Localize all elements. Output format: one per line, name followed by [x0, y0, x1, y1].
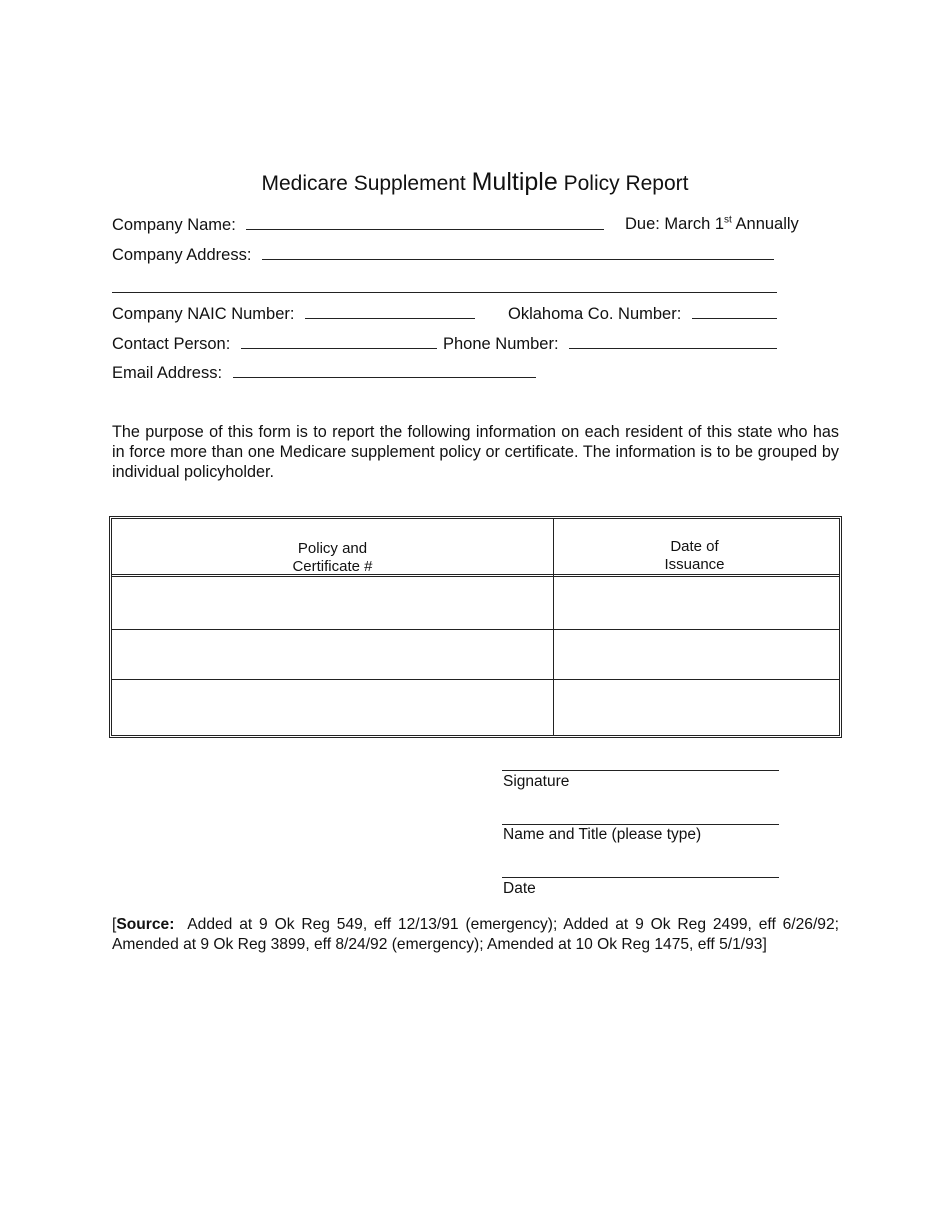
- purpose-paragraph: The purpose of this form is to report the following information on each resident of this state who has in force more than one Medicare supplement policy or certificate. The information is to be grouped by individual policyholder.: [112, 423, 839, 481]
- table-header-date-line-2: Issuance: [664, 556, 725, 573]
- title-part-1: Medicare Supplement: [261, 172, 466, 195]
- table-row-1-date-cell[interactable]: [554, 578, 839, 629]
- table-row-divider-1: [112, 629, 839, 630]
- oklahoma-number-input-line[interactable]: [692, 304, 777, 319]
- page-title: [0, 168, 950, 197]
- table-header-policy-line-2: Certificate #: [292, 558, 373, 575]
- title-part-3: Policy Report: [563, 172, 689, 195]
- naic-number-input-line[interactable]: [305, 304, 475, 319]
- email-address-row: [112, 363, 536, 383]
- contact-person-row: [112, 334, 437, 354]
- company-name-label: Company Name:: [112, 216, 236, 234]
- table-row-3-date-cell[interactable]: [554, 681, 839, 731]
- naic-number-label: Company NAIC Number:: [112, 305, 295, 323]
- source-label: Source:: [116, 916, 175, 933]
- due-date-note: [625, 215, 799, 234]
- company-name-input-line[interactable]: [246, 215, 604, 230]
- date-line[interactable]: [502, 877, 779, 878]
- phone-number-row: [443, 334, 777, 354]
- company-address-line-2[interactable]: [112, 292, 777, 293]
- table-header-policy-line-1: Policy and: [297, 540, 368, 557]
- signature-label: Signature: [503, 773, 570, 790]
- table-row-2-policy-cell[interactable]: [112, 631, 553, 679]
- table-row-3-policy-cell[interactable]: [112, 681, 553, 731]
- signature-line[interactable]: [502, 770, 779, 771]
- email-address-label: Email Address:: [112, 364, 223, 382]
- contact-person-label: Contact Person:: [112, 335, 231, 353]
- naic-number-row: [112, 304, 475, 324]
- source-open-bracket: [: [112, 916, 117, 933]
- source-text: Added at 9 Ok Reg 549, eff 12/13/91 (emergency); Added at 9 Ok Reg 2499, eff 6/26/92; Amended at 9 Ok Reg 3899, eff 8/24/92 (emergency); Amended at 10 Ok Reg 1475, eff 5/1/93]: [112, 916, 839, 953]
- name-title-label: Name and Title (please type): [503, 826, 702, 843]
- table-row-2-date-cell[interactable]: [554, 631, 839, 679]
- name-title-line[interactable]: [502, 824, 779, 825]
- company-address-input-line[interactable]: [262, 245, 774, 260]
- title-part-2: Multiple: [471, 168, 558, 196]
- source-note: [112, 915, 839, 955]
- contact-person-input-line[interactable]: [241, 334, 437, 349]
- email-address-input-line[interactable]: [233, 363, 536, 378]
- table-header-date: [554, 538, 835, 574]
- due-suffix: Annually: [735, 215, 799, 233]
- phone-number-input-line[interactable]: [569, 334, 777, 349]
- table-row-1-policy-cell[interactable]: [112, 578, 553, 629]
- due-sup: st: [724, 214, 732, 226]
- due-prefix: Due: March 1: [625, 215, 725, 233]
- oklahoma-number-label: Oklahoma Co. Number:: [508, 305, 682, 323]
- phone-number-label: Phone Number:: [443, 335, 559, 353]
- table-header-date-line-1: Date of: [670, 538, 719, 555]
- oklahoma-number-row: [508, 304, 777, 324]
- company-address-row: [112, 245, 774, 265]
- company-address-label: Company Address:: [112, 246, 252, 264]
- company-name-row: [112, 215, 604, 235]
- table-row-divider-2: [112, 679, 839, 680]
- table-header-policy: [112, 540, 553, 576]
- date-label: Date: [503, 880, 536, 897]
- policy-table: [109, 516, 842, 738]
